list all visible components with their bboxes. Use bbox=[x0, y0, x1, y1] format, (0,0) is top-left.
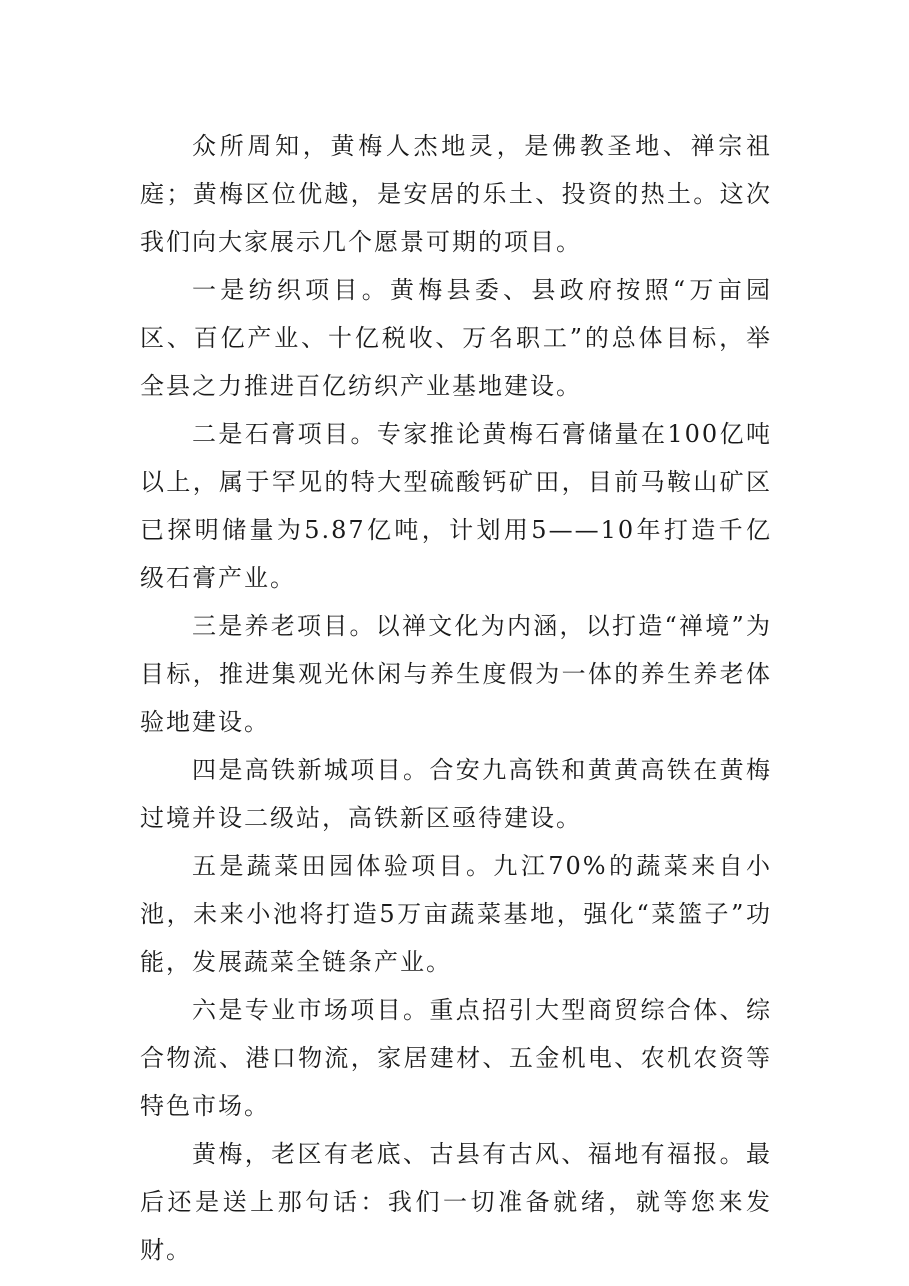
document-body bbox=[140, 122, 772, 1274]
paragraph-market-project: 六是专业市场项目。重点招引大型商贸综合体、综合物流、港口物流，家居建材、五金机电、农机农资等特色市场。 bbox=[140, 996, 772, 1120]
paragraph-closing: 黄梅，老区有老底、古县有古风、福地有福报。最后还是送上那句话：我们一切准备就绪，就等您来发财。 bbox=[140, 1140, 772, 1264]
paragraph-vegetable-project: 五是蔬菜田园体验项目。九江70%的蔬菜来自小池，未来小池将打造5万亩蔬菜基地，强化“菜篮子”功能，发展蔬菜全链条产业。 bbox=[140, 852, 772, 976]
paragraph-intro: 众所周知，黄梅人杰地灵，是佛教圣地、禅宗祖庭；黄梅区位优越，是安居的乐土、投资的热土。这次我们向大家展示几个愿景可期的项目。 bbox=[140, 132, 772, 256]
paragraph-elderly-care-project: 三是养老项目。以禅文化为内涵，以打造“禅境”为目标，推进集观光休闲与养生度假为一体的养生养老体验地建设。 bbox=[140, 612, 772, 736]
paragraph-textile-project: 一是纺织项目。黄梅县委、县政府按照“万亩园区、百亿产业、十亿税收、万名职工”的总体目标，举全县之力推进百亿纺织产业基地建设。 bbox=[140, 276, 772, 400]
paragraph-gypsum-project: 二是石膏项目。专家推论黄梅石膏储量在100亿吨以上，属于罕见的特大型硫酸钙矿田，目前马鞍山矿区已探明储量为5.87亿吨，计划用5——10年打造千亿级石膏产业。 bbox=[140, 420, 772, 592]
paragraph-high-speed-rail-project: 四是高铁新城项目。合安九高铁和黄黄高铁在黄梅过境并设二级站，高铁新区亟待建设。 bbox=[140, 756, 772, 832]
